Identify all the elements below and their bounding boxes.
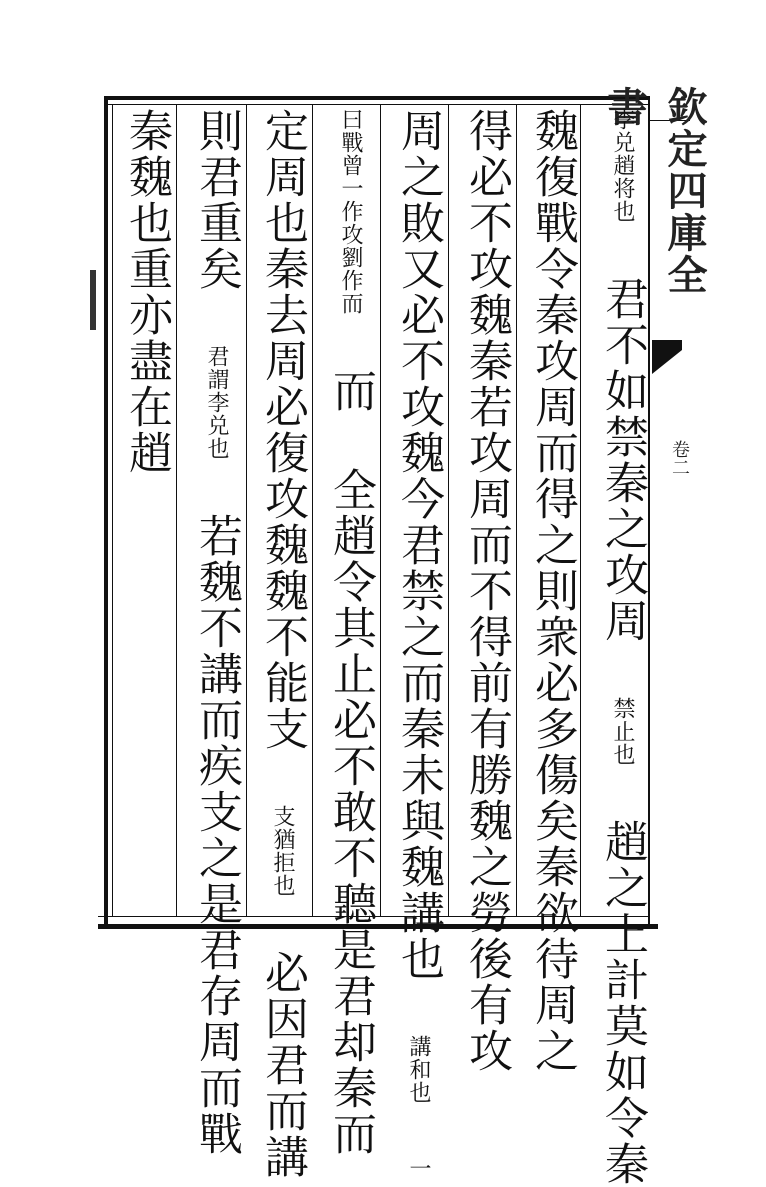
text-column-8 — [116, 108, 174, 918]
main-text: 魏復戰令秦攻周而得之則衆必多傷矣秦欲待周之 — [527, 108, 578, 1074]
left-border-thick — [104, 96, 108, 924]
main-text: 全趙令其止必不敢不聽是君却秦而 — [325, 467, 376, 1157]
annotation: 支猶拒也 — [270, 805, 295, 897]
text-column-6 — [252, 108, 310, 1180]
text-column-3 — [454, 108, 514, 1074]
annotation: 曰戰曾一作攻劉作而 — [338, 108, 363, 315]
text-column-7 — [182, 108, 244, 1157]
annotation: 君謂李兑也 — [204, 345, 229, 460]
main-text: 則君重矣 — [191, 108, 242, 292]
main-text: 周之敗又必不攻魏今君禁之而秦未與魏講也 — [393, 108, 444, 982]
main-text: 秦魏也重亦盡在趙 — [121, 108, 172, 476]
top-border-thick — [104, 96, 650, 100]
text-column-1 — [590, 108, 650, 1187]
column-divider — [580, 104, 581, 916]
column-divider — [312, 104, 313, 916]
text-column-5 — [318, 108, 378, 1157]
main-text: 得必不攻魏秦若攻周而不得前有勝魏之勞後有攻 — [461, 108, 512, 1074]
binding-mark — [90, 270, 96, 330]
column-divider — [176, 104, 177, 916]
column-divider — [380, 104, 381, 916]
top-border-thin — [104, 104, 650, 105]
annotation: 一 — [406, 1157, 431, 1180]
volume-label: 卷二 — [669, 440, 690, 476]
fish-tail-mark — [652, 340, 682, 374]
column-divider — [516, 104, 517, 916]
main-text: 必因君而講 — [257, 950, 308, 1180]
main-text: 趙之上計莫如令秦 — [597, 819, 648, 1187]
annotation: 李兑趙将也 — [610, 108, 635, 223]
left-border-thin — [112, 104, 113, 916]
column-divider — [448, 104, 449, 916]
column-divider — [246, 104, 247, 916]
annotation: 講和也 — [406, 1035, 431, 1104]
main-text: 定周也秦去周必復攻魏魏不能支 — [257, 108, 308, 752]
main-text: 若魏不講而疾支之是君存周而戰 — [191, 513, 242, 1157]
main-text: 而 — [325, 368, 376, 414]
text-column-4 — [386, 108, 446, 1180]
main-text: 君不如禁秦之攻周 — [597, 276, 648, 644]
book-title: 欽定四庫全書 — [601, 86, 708, 296]
annotation: 禁止也 — [610, 697, 635, 766]
text-column-2 — [522, 108, 580, 1074]
